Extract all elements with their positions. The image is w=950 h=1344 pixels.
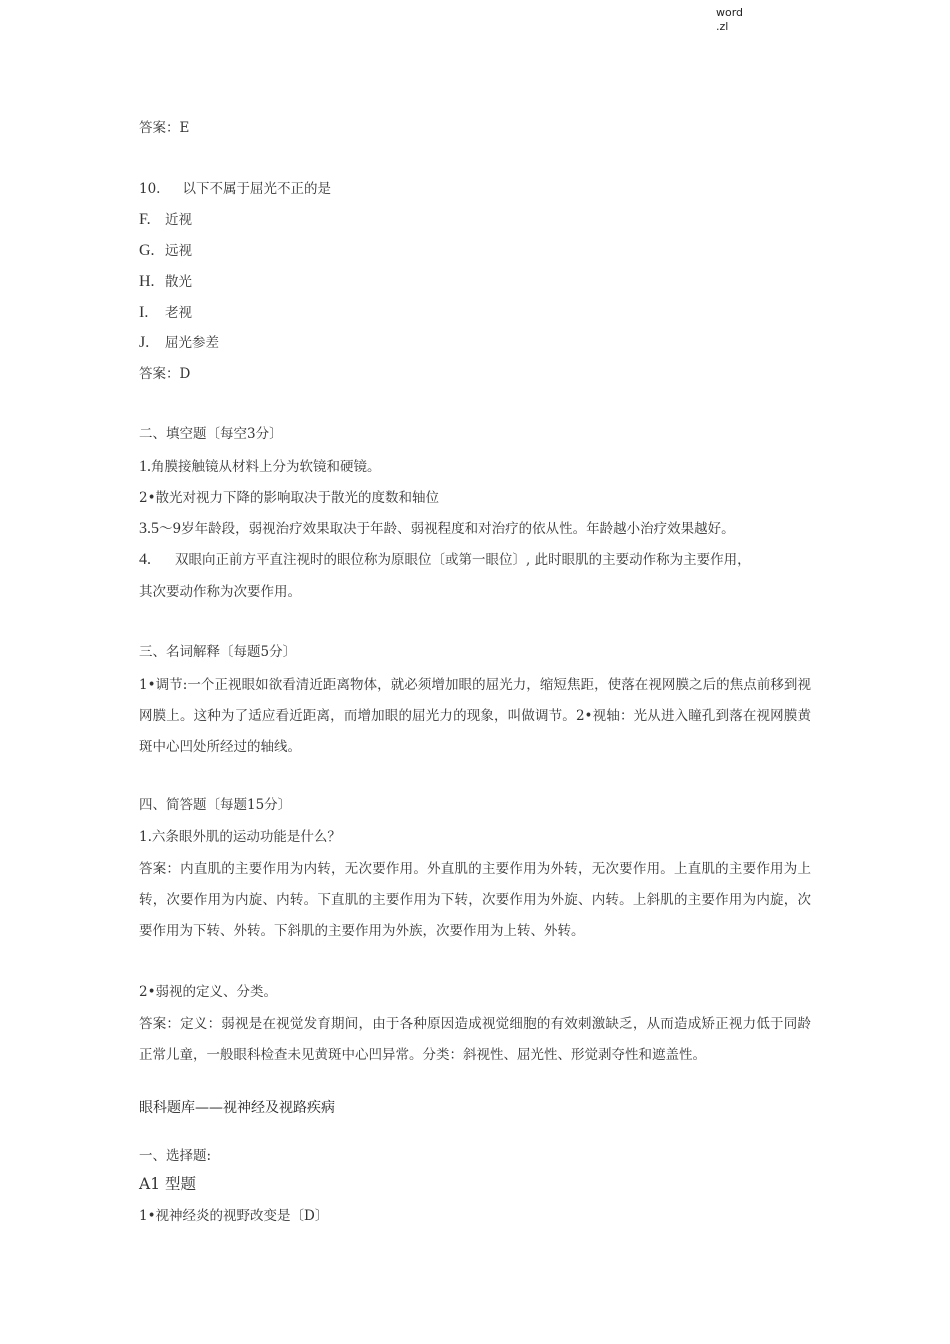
item-number: 3.5 bbox=[139, 520, 159, 537]
option-label: I. bbox=[139, 304, 149, 321]
item-number: 4. bbox=[139, 551, 151, 568]
option-h bbox=[139, 273, 192, 291]
section-heading-short: 四、简答题〔每题15分〕 bbox=[139, 797, 292, 813]
fill-item-2: 2•散光对视力下降的影响取决于散光的度数和轴位 bbox=[139, 490, 440, 506]
option-j bbox=[139, 334, 219, 352]
fill-item-4 bbox=[139, 551, 751, 569]
next-part-title: 眼科题库——视神经及视路疾病 bbox=[139, 1100, 335, 1116]
option-g bbox=[139, 242, 192, 260]
option-label: H. bbox=[139, 273, 155, 290]
answer-line: 答案：E bbox=[139, 120, 190, 136]
question-10 bbox=[139, 180, 331, 198]
option-label: F. bbox=[139, 211, 151, 228]
item-text: 双眼向正前方平直注视时的眼位称为原眼位〔或第一眼位〕, 此时眼肌的主要动作称为主要作用， bbox=[175, 552, 751, 568]
option-text: 散光 bbox=[165, 274, 192, 290]
header-line-1: word bbox=[716, 6, 744, 19]
question-text: 以下不属于屈光不正的是 bbox=[182, 181, 331, 197]
page-header bbox=[716, 6, 743, 34]
option-f bbox=[139, 211, 192, 229]
option-text: 屈光参差 bbox=[165, 335, 219, 351]
option-i bbox=[139, 304, 192, 322]
short-question-2: 2•弱视的定义、分类。 bbox=[139, 984, 278, 1000]
option-text: 远视 bbox=[165, 243, 192, 259]
option-label: J. bbox=[139, 334, 150, 351]
next-question-1: 1•视神经炎的视野改变是〔D〕 bbox=[139, 1208, 329, 1224]
option-text: 老视 bbox=[165, 305, 192, 321]
item-number: 1. bbox=[139, 458, 151, 475]
section-heading-fill: 二、填空题〔每空3分〕 bbox=[139, 426, 283, 442]
short-answer-1: 答案：内直肌的主要作用为内转，无次要作用。外直肌的主要作用为外转，无次要作用。上直肌的主要作用为上转，次要作用为内旋、内转。下直肌的主要作用为下转，次要作用为外旋、内转。上斜肌的主要作用为内旋，次要作用为下转、外转。下斜肌的主要作用为外族，次要作用为上转、外转。 bbox=[139, 861, 811, 939]
answer-line: 答案：D bbox=[139, 366, 191, 382]
question-type: A1 型题 bbox=[139, 1175, 196, 1193]
option-text: 近视 bbox=[165, 212, 192, 228]
fill-item-3 bbox=[139, 520, 735, 538]
short-answer-2: 答案：定义：弱视是在视觉发育期间，由于各种原因造成视觉细胞的有效刺激缺乏，从而造成矫正视力低于同龄正常儿童，一般眼科检查未见黄斑中心凹异常。分类：斜视性、屈光性、形觉剥夺性和遮盖性。 bbox=[139, 1016, 811, 1063]
fill-item-1 bbox=[139, 458, 381, 476]
fill-item-4-continued: 其次要动作称为次要作用。 bbox=[139, 584, 301, 600]
terms-paragraph: 1•调节:一个正视眼如欲看清近距离物体，就必须增加眼的屈光力，缩短焦距，使落在视网膜之后的焦点前移到视网膜上。这种为了适应看近距离，而增加眼的屈光力的现象，叫做调节。2•视轴：光从进入瞳孔到落在视网膜黄斑中心凹处所经过的轴线。 bbox=[139, 677, 811, 755]
section-heading-choice: 一、选择题: bbox=[139, 1148, 212, 1164]
section-heading-terms: 三、名词解释〔每题5分〕 bbox=[139, 644, 297, 660]
item-text: 〜9岁年龄段，弱视治疗效果取决于年龄、弱视程度和对治疗的依从性。年龄越小治疗效果越好。 bbox=[159, 521, 735, 537]
short-question-1: 1.六条眼外肌的运动功能是什么？ bbox=[139, 829, 341, 845]
question-number: 10. bbox=[139, 181, 161, 197]
item-text: 角膜接触镜从材料上分为软镜和硬镜。 bbox=[151, 459, 381, 475]
option-label: G. bbox=[139, 242, 155, 259]
header-line-2: .zl bbox=[716, 20, 729, 33]
